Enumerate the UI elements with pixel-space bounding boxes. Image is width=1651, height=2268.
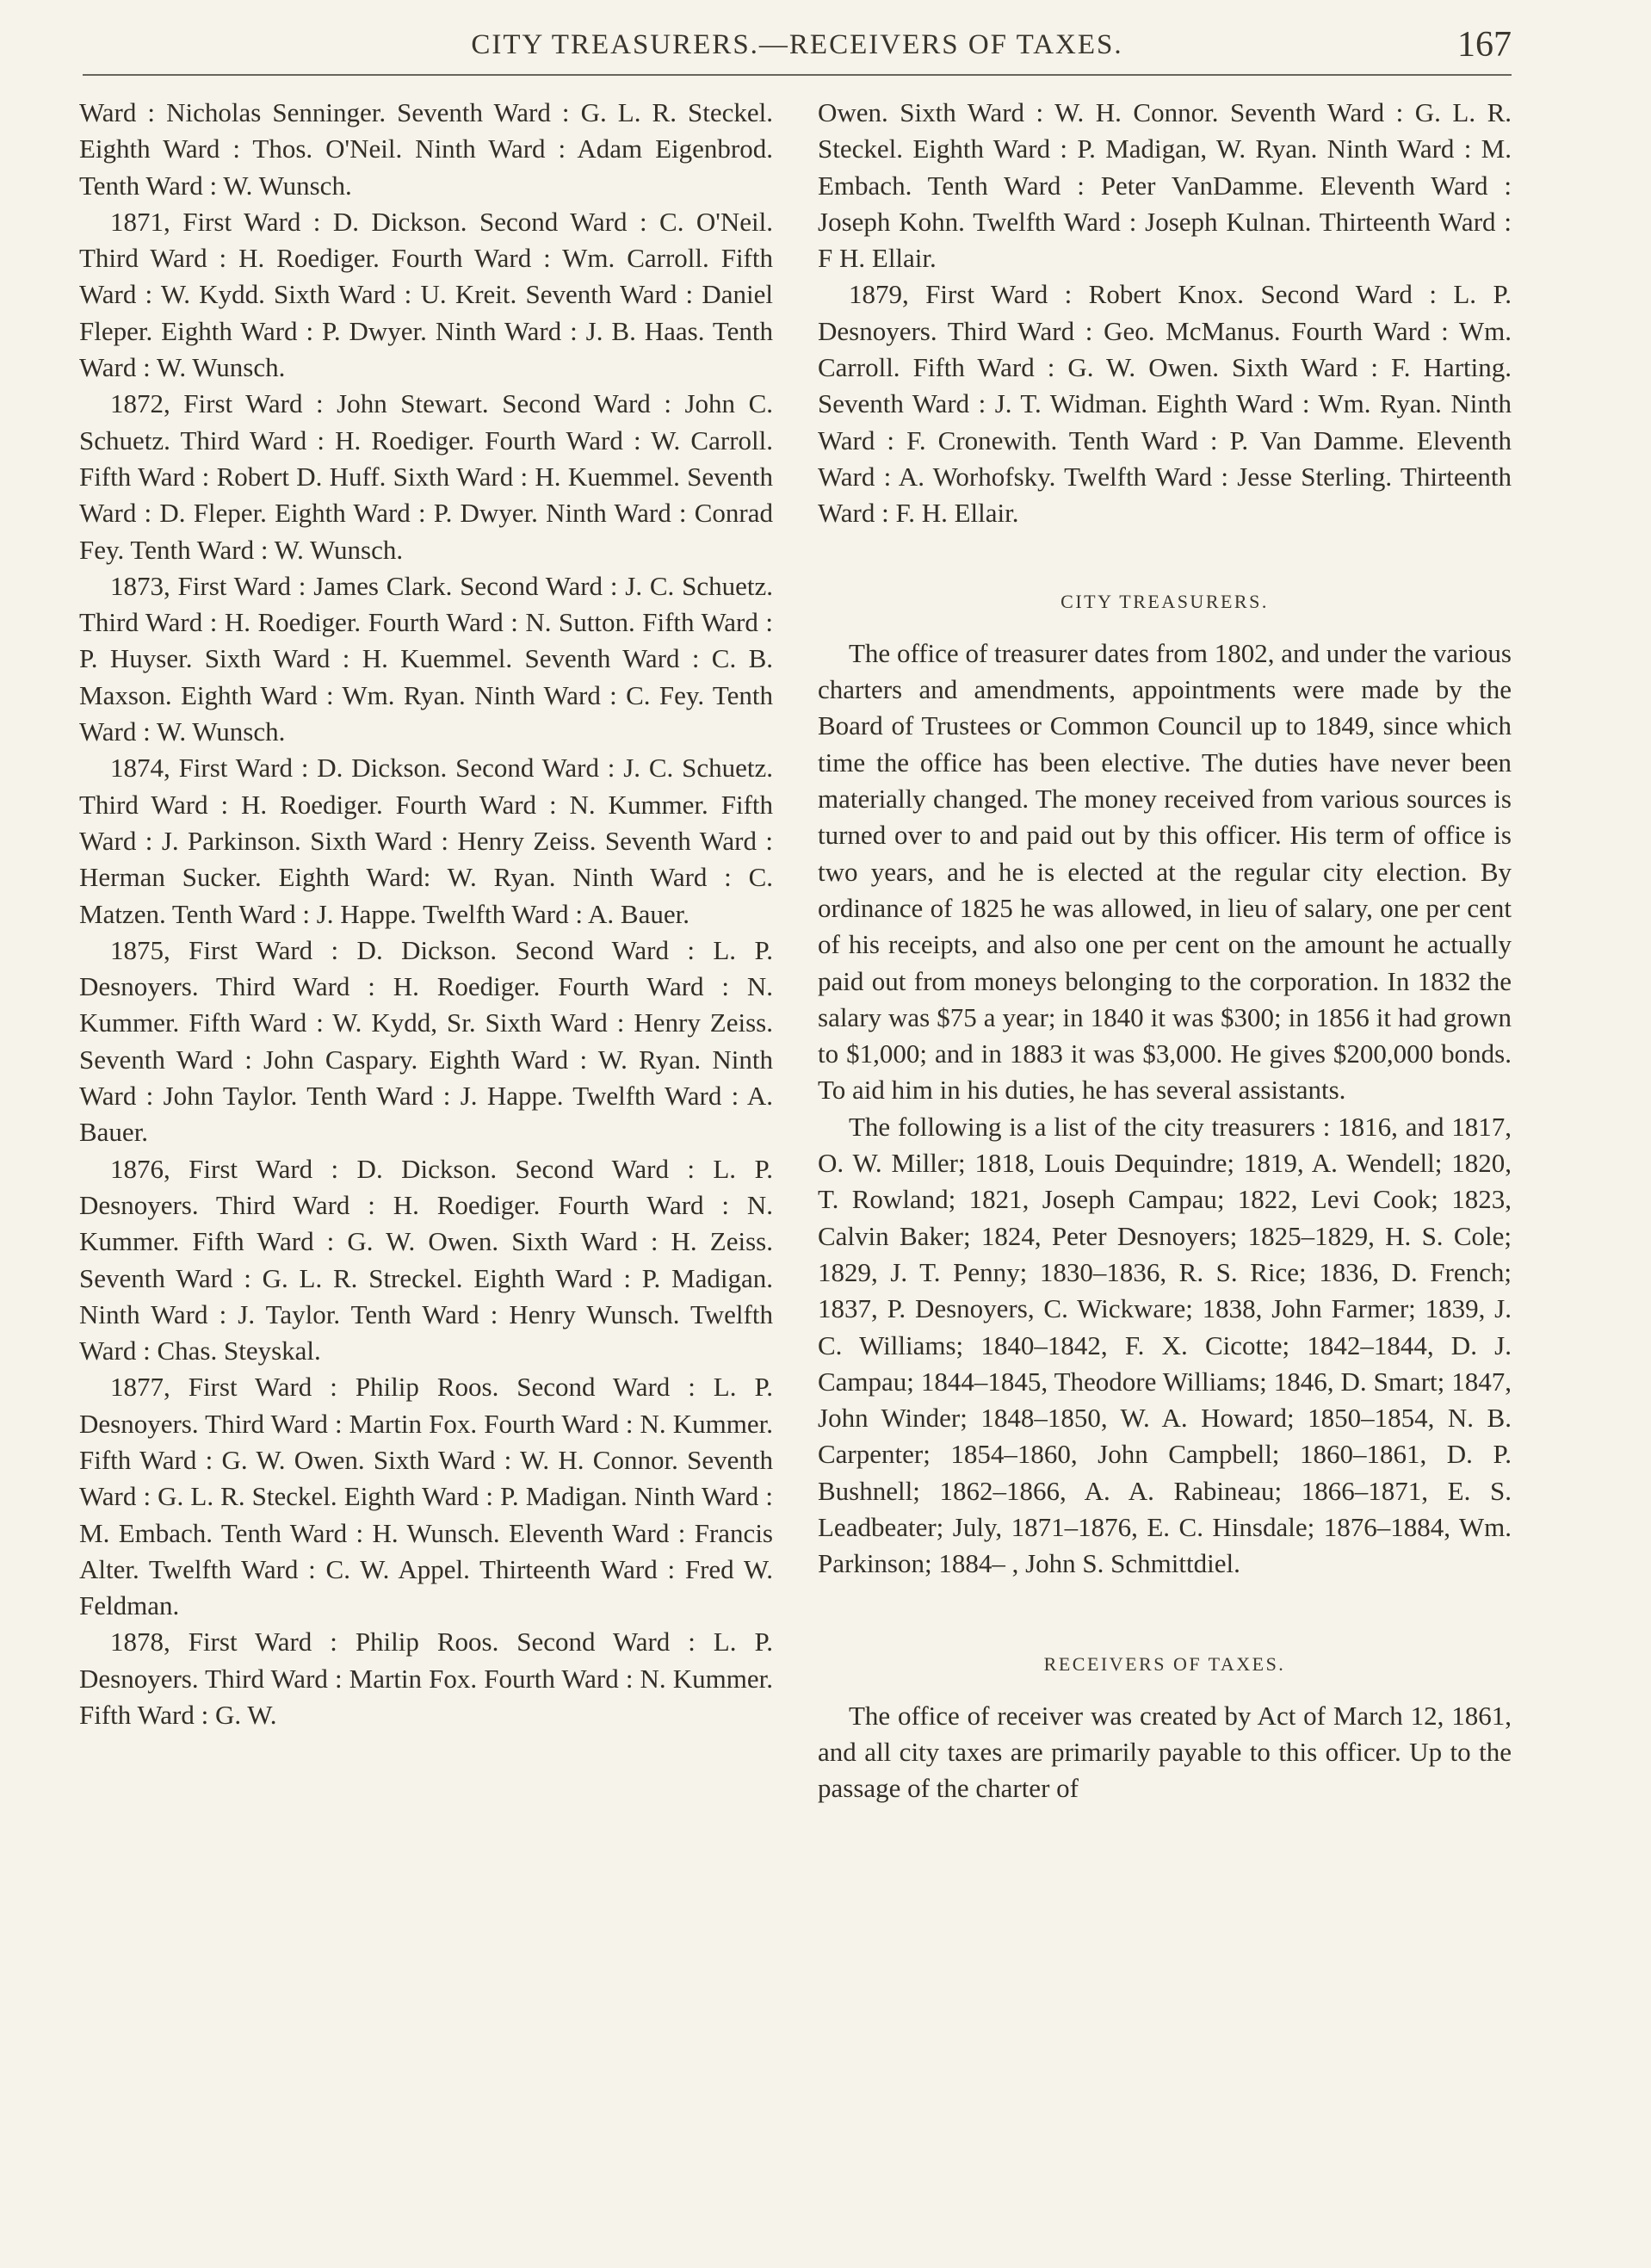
page-number: 167 [1457,25,1512,65]
city-treasurers-list-paragraph: The following is a list of the city treasurers : 1816, and 1817, O. W. Miller; 1818, Louis Dequindre; 1819, A. Wendell; 1820, T. Rowland; 1821, Joseph Campau; 1822, Levi Cook; 1823, Calvin Baker; 1824, Peter Desnoyers; 1825–1829, H. S. Cole; 1829, J. T. Penny; 1830–1836, R. S. Rice; 1836, D. French; 1837, P. Desnoyers, C. Wickware; 1838, John Farmer; 1839, J. C. Williams; 1840–1842, F. X. Cicotte; 1842–1844, D. J. Campau; 1844–1845, Theodore Williams; 1846, D. Smart; 1847, John Winder; 1848–1850, W. A. Howard; 1850–1854, N. B. Carpenter; 1854–1860, John Campbell; 1860–1861, D. P. Bushnell; 1862–1866, A. A. Rabineau; 1866–1871, E. S. Leadbeater; July, 1871–1876, E. C. Hinsdale; 1876–1884, Wm. Parkinson; 1884– , John S. Schmittdiel. [818,1111,1512,1579]
ward-paragraph-1878-continued: Owen. Sixth Ward : W. H. Connor. Seventh Ward : G. L. R. Steckel. Eighth Ward : P. Madigan, W. Ryan. Ninth Ward : M. Embach. Tenth Ward : Peter VanDamme. Eleventh Ward : Joseph Kohn. Twelfth Ward : Joseph Kulnan. Thirteenth Ward : F H. Ellair. [818,97,1512,274]
right-column [818,95,1512,1807]
ward-paragraph: Ward : Nicholas Senninger. Seventh Ward : G. L. R. Steckel. Eighth Ward : Thos. O'Neil. Ninth Ward : Adam Eigenbrod. Tenth Ward : W. Wunsch. [79,97,773,201]
running-title: CITY TREASURERS.—RECEIVERS OF TAXES. [471,29,1123,60]
ward-paragraph-1879: 1879, First Ward : Robert Knox. Second Ward : L. P. Desnoyers. Third Ward : Geo. McManus. Fourth Ward : Wm. Carroll. Fifth Ward : G. W. Owen. Sixth Ward : F. Harting. Seventh Ward : J. T. Widman. Eighth Ward : Wm. Ryan. Ninth Ward : F. Cronewith. Tenth Ward : P. Van Damme. Eleventh Ward : A. Worhofsky. Twelfth Ward : Jesse Sterling. Thirteenth Ward : F. H. Ellair. [818,279,1512,529]
ward-paragraph-1871: 1871, First Ward : D. Dickson. Second Ward : C. O'Neil. Third Ward : H. Roediger. Fourth Ward : Wm. Carroll. Fifth Ward : W. Kydd. Sixth Ward : U. Kreit. Seventh Ward : Daniel Fleper. Eighth Ward : P. Dwyer. Ninth Ward : J. B. Haas. Tenth Ward : W. Wunsch. [79,206,773,383]
ward-paragraph-1872: 1872, First Ward : John Stewart. Second Ward : John C. Schuetz. Third Ward : H. Roediger. Fourth Ward : W. Carroll. Fifth Ward : Robert D. Huff. Sixth Ward : H. Kuemmel. Seventh Ward : D. Fleper. Eighth Ward : P. Dwyer. Ninth Ward : Conrad Fey. Tenth Ward : W. Wunsch. [79,388,773,565]
ward-paragraph-1874: 1874, First Ward : D. Dickson. Second Ward : J. C. Schuetz. Third Ward : H. Roediger. Fourth Ward : N. Kummer. Fifth Ward : J. Parkinson. Sixth Ward : Henry Zeiss. Seventh Ward : Herman Sucker. Eighth Ward: W. Ryan. Ninth Ward : C. Matzen. Tenth Ward : J. Happe. Twelfth Ward : A. Bauer. [79,753,773,929]
ward-paragraph-1873: 1873, First Ward : James Clark. Second Ward : J. C. Schuetz. Third Ward : H. Roediger. Fourth Ward : N. Sutton. Fifth Ward : P. Huyser. Sixth Ward : H. Kuemmel. Seventh Ward : C. B. Maxson. Eighth Ward : Wm. Ryan. Ninth Ward : C. Fey. Tenth Ward : W. Wunsch. [79,570,773,747]
page-header [83,22,1512,74]
receivers-of-taxes-paragraph: The office of receiver was created by Act of March 12, 1861, and all city taxes are primarily payable to this officer. Up to the passage of the charter of [818,1700,1512,1804]
ward-paragraph-1876: 1876, First Ward : D. Dickson. Second Ward : L. P. Desnoyers. Third Ward : H. Roediger. Fourth Ward : N. Kummer. Fifth Ward : G. W. Owen. Sixth Ward : H. Zeiss. Seventh Ward : G. L. R. Streckel. Eighth Ward : P. Madigan. Ninth Ward : J. Taylor. Tenth Ward : Henry Wunsch. Twelfth Ward : Chas. Steyskal. [79,1153,773,1366]
section-heading-receivers-of-taxes: RECEIVERS OF TAXES. [1043,1652,1286,1675]
header-rule [83,74,1512,76]
ward-paragraph-1875: 1875, First Ward : D. Dickson. Second Ward : L. P. Desnoyers. Third Ward : H. Roediger. Fourth Ward : N. Kummer. Fifth Ward : W. Kydd, Sr. Sixth Ward : Henry Zeiss. Seventh Ward : John Caspary. Eighth Ward : W. Ryan. Ninth Ward : John Taylor. Tenth Ward : J. Happe. Twelfth Ward : A. Bauer. [79,934,773,1148]
ward-paragraph-1877: 1877, First Ward : Philip Roos. Second Ward : L. P. Desnoyers. Third Ward : Martin Fox. Fourth Ward : N. Kummer. Fifth Ward : G. W. Owen. Sixth Ward : W. H. Connor. Seventh Ward : G. L. R. Steckel. Eighth Ward : P. Madigan. Ninth Ward : M. Embach. Tenth Ward : H. Wunsch. Eleventh Ward : Francis Alter. Twelfth Ward : C. W. Appel. Thirteenth Ward : Fred W. Feldman. [79,1372,773,1621]
left-column [79,95,773,1733]
section-heading-city-treasurers: CITY TREASURERS. [1060,590,1269,612]
ward-paragraph-1878: 1878, First Ward : Philip Roos. Second Ward : L. P. Desnoyers. Third Ward : Martin Fox. Fourth Ward : N. Kummer. Fifth Ward : G. W. [79,1627,773,1731]
city-treasurers-paragraph: The office of treasurer dates from 1802, and under the various charters and amendments, appointments were made by the Board of Trustees or Common Council up to 1849, since which time the office has been elective. The duties have never been materially changed. The money received from various sources is turned over to and paid out by this officer. His term of office is two years, and he is elected at the regular city election. By ordinance of 1825 he was allowed, in lieu of salary, one per cent of his receipts, and also one per cent on the amount he actually paid out from moneys belonging to the corporation. In 1832 the salary was $75 a year; in 1840 it was $300; in 1856 it had grown to $1,000; and in 1883 it was $3,000. He gives $200,000 bonds. To aid him in his duties, he has several assistants. [818,637,1512,1106]
